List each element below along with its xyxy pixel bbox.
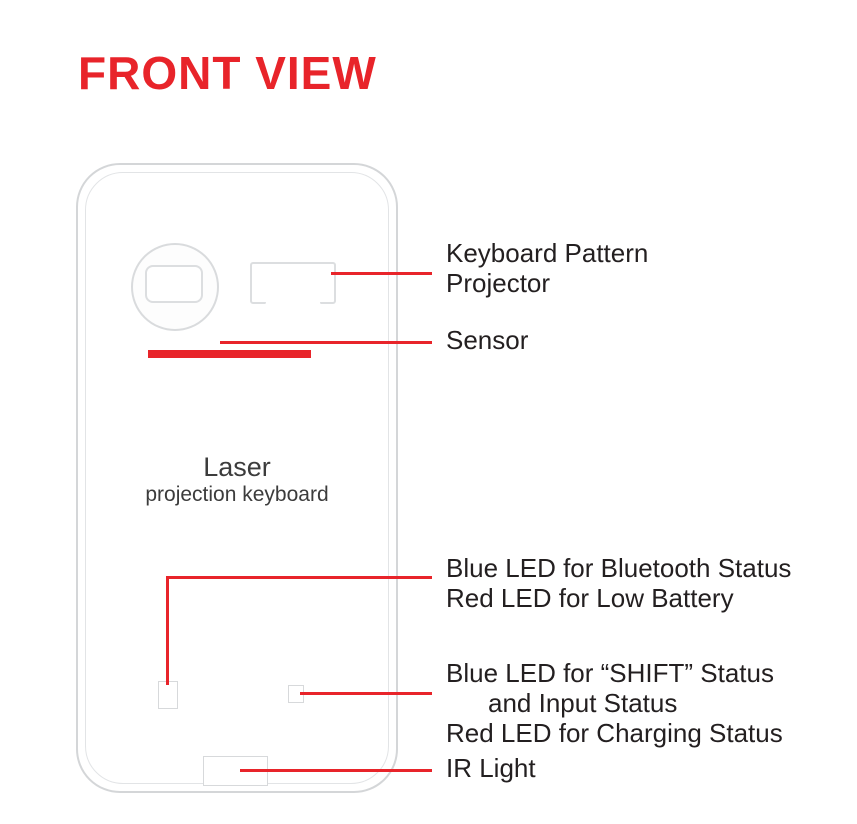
sensor-lens-window [145, 265, 203, 303]
callout-sensor [446, 325, 528, 355]
callout-line: Blue LED for “SHIFT” Status [446, 658, 774, 688]
callout-keyboard-pattern-projector [446, 238, 648, 298]
leader-line-bluetooth-led-vertical [166, 576, 169, 685]
page-title: FRONT VIEW [78, 47, 377, 99]
leader-line-sensor [220, 341, 432, 344]
red-laser-beam-bar [148, 350, 311, 358]
device-label-sub: projection keyboard [145, 483, 329, 506]
callout-line: and Input Status [488, 688, 678, 719]
device-label-main: Laser [203, 452, 271, 482]
callout-line: Red LED for Low Battery [446, 583, 734, 614]
callout-line: Keyboard Pattern [446, 238, 649, 268]
callout-shift-charging-led [446, 658, 783, 748]
callout-line: Blue LED for Bluetooth Status [446, 553, 792, 583]
leader-line-bluetooth-led-horizontal [166, 576, 432, 579]
callout-bluetooth-battery-led [446, 553, 791, 613]
callout-line: Sensor [446, 325, 529, 355]
leader-line-shift-led [300, 692, 432, 695]
callout-line: IR Light [446, 753, 536, 783]
leader-line-ir-light [240, 769, 432, 772]
callout-ir-light [446, 753, 536, 783]
status-led-left [158, 681, 178, 709]
callout-line: Red LED for Charging Status [446, 718, 783, 749]
callout-line: Projector [446, 268, 551, 299]
leader-line-projector [331, 272, 432, 275]
